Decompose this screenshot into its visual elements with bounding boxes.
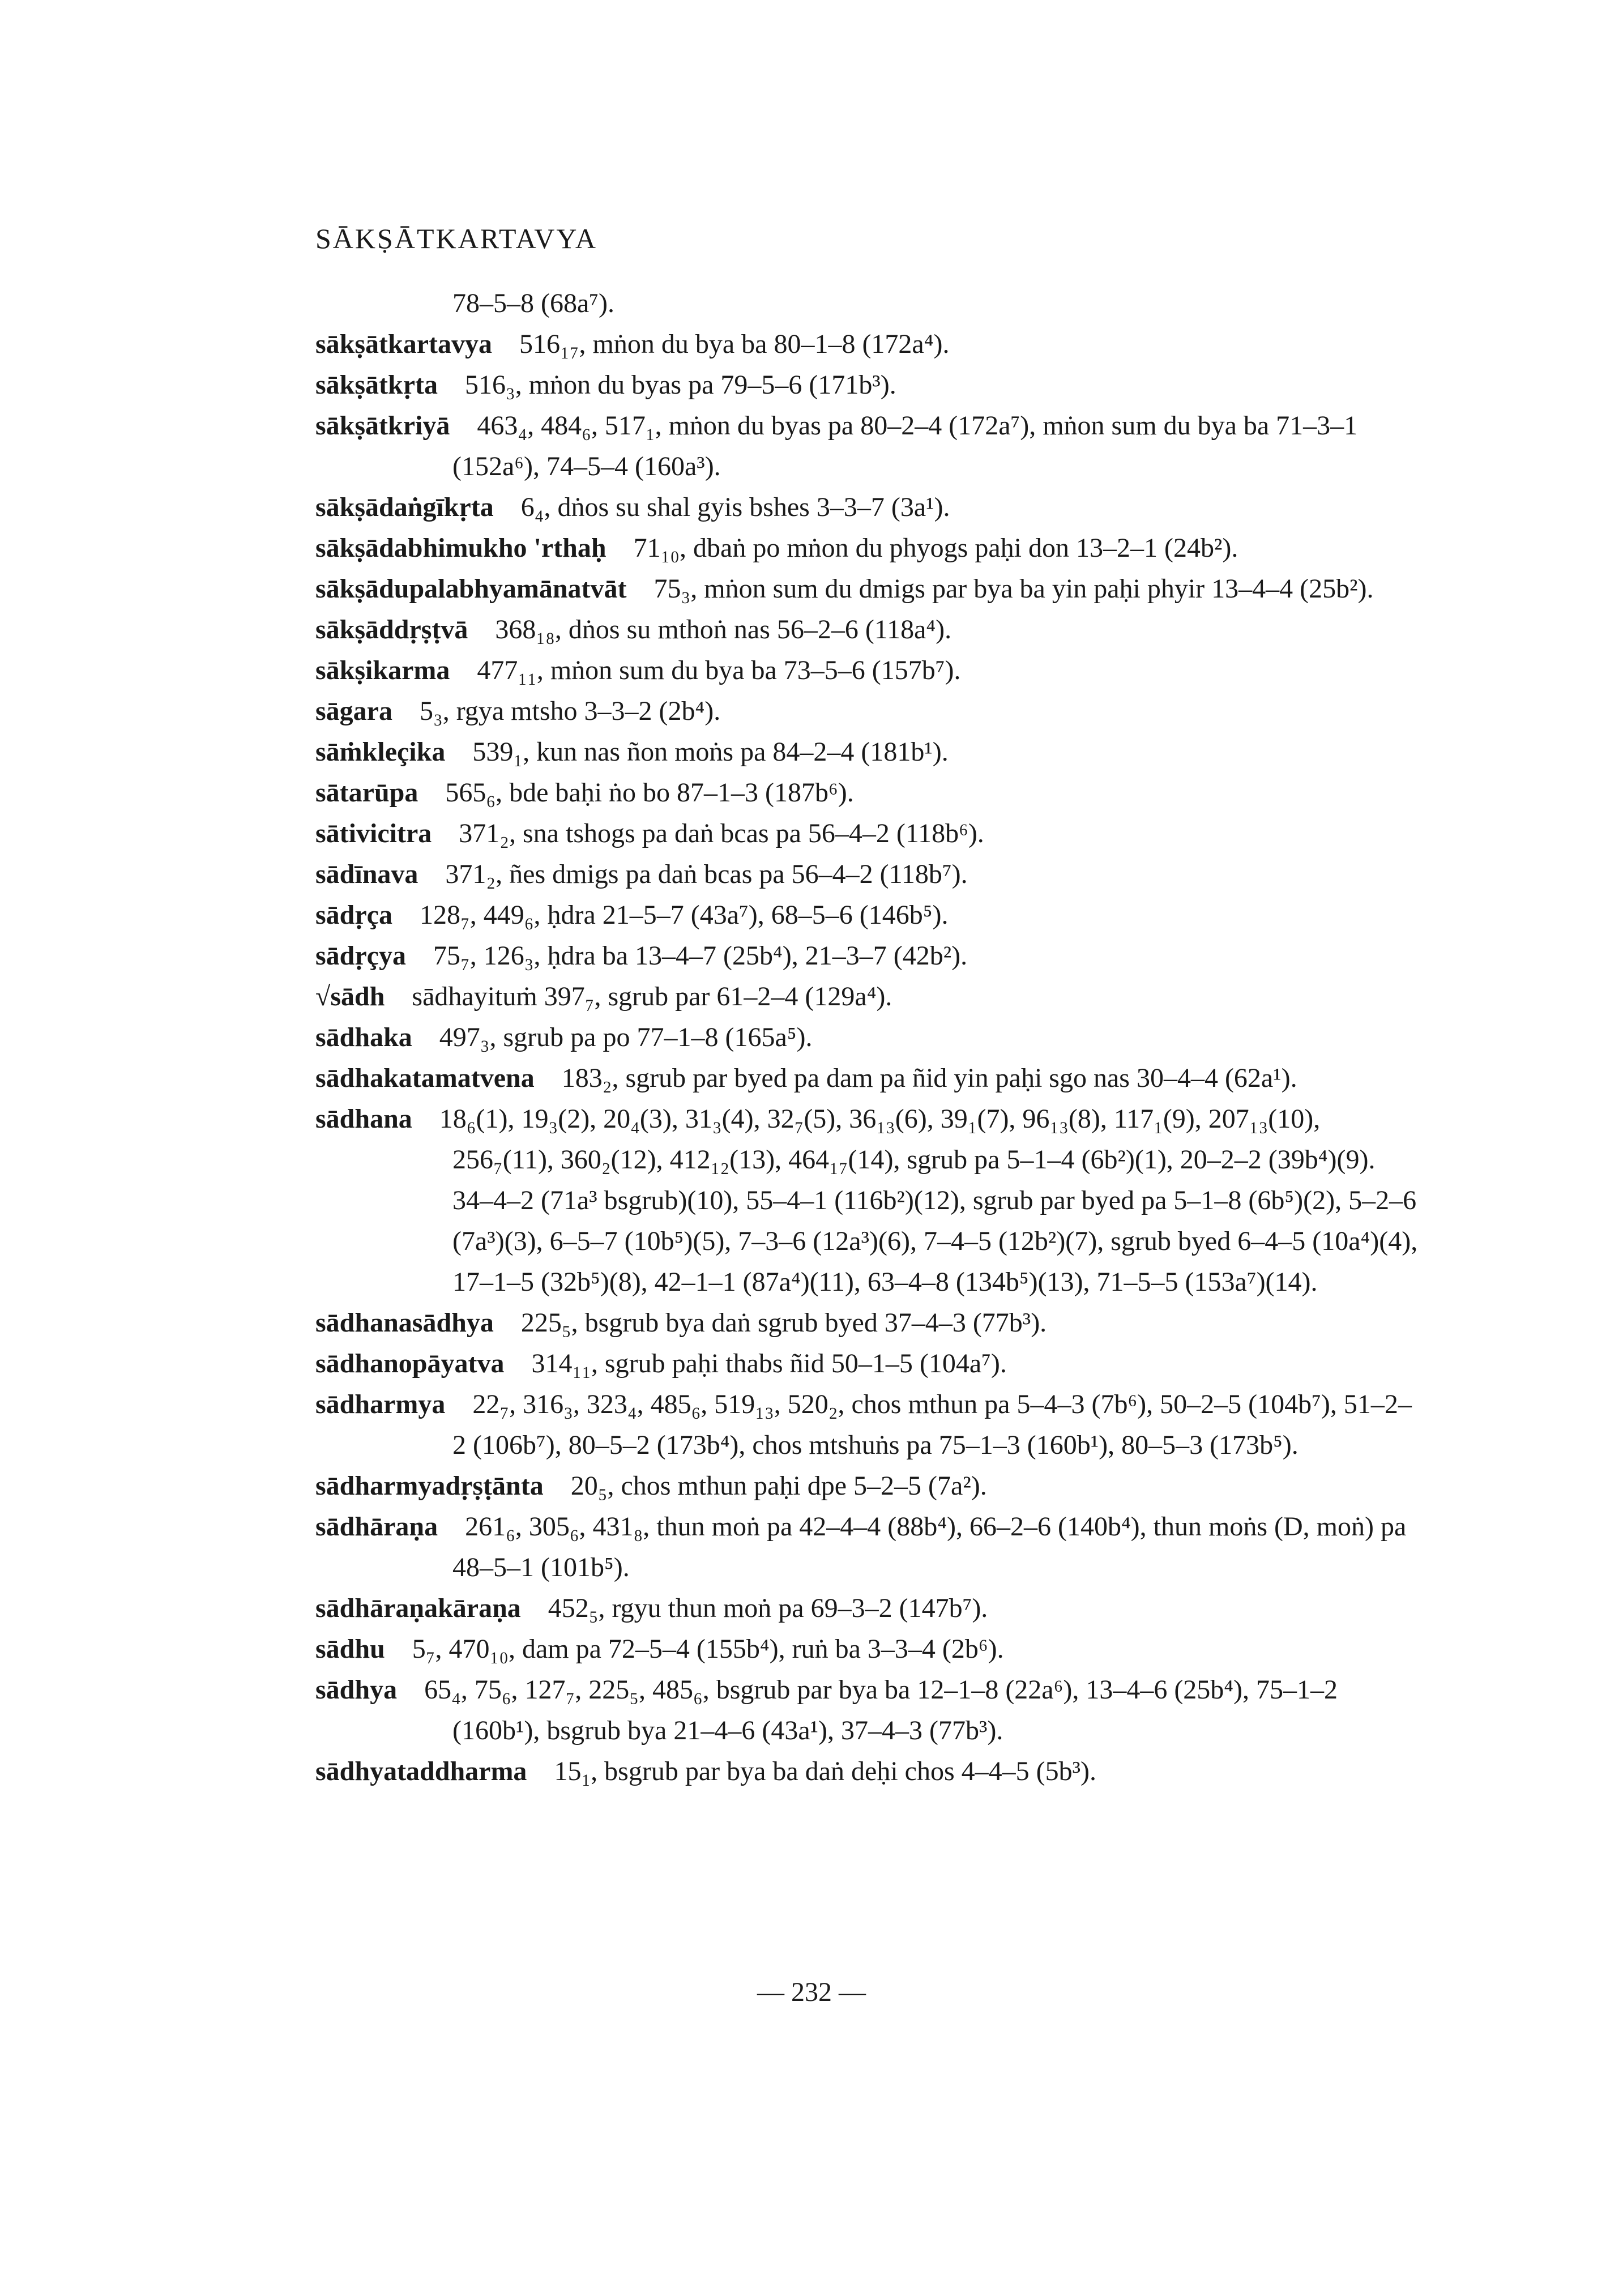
dictionary-entry — [315, 406, 1420, 487]
entry-body: 78–5–8 (68a⁷). — [452, 288, 615, 318]
entry-headword: sādṛçya — [315, 941, 406, 971]
entry-body: 65₄, 75₆, 127₇, 225₅, 485₆, bsgrub par bya ba 12–1–8 (22a⁶), 13–4–6 (25b⁴), 75–1–2 (160b¹), bsgrub bya 21–4–6 (43a¹), 37–4–3 (77b³). — [424, 1675, 1338, 1746]
dictionary-entry — [315, 1058, 1420, 1099]
dictionary-entry — [315, 1507, 1420, 1588]
entry-headword: sādhāraṇa — [315, 1512, 438, 1542]
entry-headword: sākṣādupalabhyamānatvāt — [315, 574, 627, 604]
entry-headword: sāgara — [315, 696, 392, 726]
dictionary-entry — [315, 650, 1420, 691]
dictionary-entry — [315, 813, 1420, 854]
entry-body: 75₇, 126₃, ḥdra ba 13–4–7 (25b⁴), 21–3–7 (42b²). — [433, 941, 968, 971]
page-number: — 232 — — [757, 1977, 866, 2007]
entry-body: 128₇, 449₆, ḥdra 21–5–7 (43a⁷), 68–5–6 (146b⁵). — [419, 900, 949, 930]
entry-headword: sākṣātkṛta — [315, 370, 438, 400]
entry-body: 183₂, sgrub par byed pa dam pa ñid yin paḥi sgo nas 30–4–4 (62a¹). — [561, 1063, 1297, 1093]
entry-headword: sātivicitra — [315, 818, 432, 848]
entry-headword: sādhanasādhya — [315, 1308, 494, 1338]
dictionary-entry — [315, 1343, 1420, 1384]
entry-body: 565₆, bde baḥi ṅo bo 87–1–3 (187b⁶). — [445, 778, 854, 808]
entry-headword: sākṣātkriyā — [315, 411, 450, 441]
dictionary-entry — [315, 1588, 1420, 1629]
entry-headword: sādharmyadṛṣṭānta — [315, 1471, 544, 1501]
entry-body: 5₇, 470₁₀, dam pa 72–5–4 (155b⁴), ruṅ ba 3–3–4 (2b⁶). — [412, 1634, 1004, 1664]
entry-body: 5₃, rgya mtsho 3–3–2 (2b⁴). — [419, 696, 721, 726]
entry-headword: sādhanopāyatva — [315, 1348, 505, 1379]
entry-headword: sādhu — [315, 1634, 385, 1664]
entry-body: 516₃, mṅon du byas pa 79–5–6 (171b³). — [465, 370, 896, 400]
dictionary-entry — [315, 487, 1420, 528]
dictionary-entry — [315, 895, 1420, 936]
entry-body: 18₆(1), 19₃(2), 20₄(3), 31₃(4), 32₇(5), 36₁₃(6), 39₁(7), 96₁₃(8), 117₁(9), 207₁₃(10), 256₇(11), 360₂(12), 412₁₂(13), 464₁₇(14), sgrub pa 5–1–4 (6b²)(1), 20–2–2 (39b⁴)(9). 34–4–2 (71a³ bsgrub)(10), 55–4–1 (116b²)(12), sgrub par byed pa 5–1–8 (6b⁵)(2), 5–2–6 (7a³)(3), 6–5–7 (10b⁵)(5), 7–3–6 (12a³)(6), 7–4–5 (12b²)(7), sgrub byed 6–4–5 (10a⁴)(4), 17–1–5 (32b⁵)(8), 42–1–1 (87a⁴)(11), 63–4–8 (134b⁵)(13), 71–5–5 (153a⁷)(14). — [439, 1104, 1418, 1297]
entry-body: 314₁₁, sgrub paḥi thabs ñid 50–1–5 (104a⁷). — [531, 1348, 1007, 1379]
entry-body: 452₅, rgyu thun moṅ pa 69–3–2 (147b⁷). — [548, 1593, 988, 1623]
entry-body: 22₇, 316₃, 323₄, 485₆, 519₁₃, 520₂, chos mthun pa 5–4–3 (7b⁶), 50–2–5 (104b⁷), 51–2–2 (106b⁷), 80–5–2 (173b⁴), chos mtshuṅs pa 75–1–3 (160b¹), 80–5–3 (173b⁵). — [452, 1389, 1412, 1460]
entry-body: 6₄, dṅos su shal gyis bshes 3–3–7 (3a¹). — [520, 492, 950, 522]
entry-body: sādhayituṁ 397₇, sgrub par 61–2–4 (129a⁴). — [412, 981, 892, 1012]
entry-body: 516₁₇, mṅon du bya ba 80–1–8 (172a⁴). — [519, 329, 950, 359]
dictionary-entry — [315, 365, 1420, 406]
dictionary-entry — [315, 609, 1420, 650]
entry-headword: sāṁkleçika — [315, 737, 446, 767]
dictionary-entry — [315, 569, 1420, 609]
dictionary-entry — [315, 976, 1420, 1017]
entry-headword: sākṣikarma — [315, 655, 450, 685]
dictionary-entry — [315, 854, 1420, 895]
dictionary-entry — [315, 1629, 1420, 1670]
entry-body: 477₁₁, mṅon sum du bya ba 73–5–6 (157b⁷). — [477, 655, 961, 685]
dictionary-entry — [315, 1099, 1420, 1303]
entry-body: 463₄, 484₆, 517₁, mṅon du byas pa 80–2–4 (172a⁷), mṅon sum du bya ba 71–3–1 (152a⁶), 74–5–4 (160a³). — [452, 411, 1358, 481]
dictionary-entry — [315, 1751, 1420, 1792]
entry-headword: sādhyataddharma — [315, 1756, 527, 1786]
dictionary-entry — [315, 1017, 1420, 1058]
entry-body: 371₂, sna tshogs pa daṅ bcas pa 56–4–2 (118b⁶). — [459, 818, 984, 848]
entry-headword: sātarūpa — [315, 778, 418, 808]
entry-headword: √sādh — [315, 981, 385, 1012]
entry-body: 497₃, sgrub pa po 77–1–8 (165a⁵). — [439, 1022, 813, 1052]
dictionary-entry — [315, 1466, 1420, 1507]
entry-headword: sākṣāddṛṣṭvā — [315, 614, 468, 645]
entry-body: 539₁, kun nas ñon moṅs pa 84–2–4 (181b¹). — [472, 737, 949, 767]
dictionary-entry — [315, 528, 1420, 569]
entry-headword: sākṣādaṅgīkṛta — [315, 492, 494, 522]
dictionary-entry — [315, 324, 1420, 365]
running-header: SĀKṢĀTKARTAVYA — [315, 223, 598, 254]
dictionary-entry — [315, 283, 1420, 324]
entry-body: 261₆, 305₆, 431₈, thun moṅ pa 42–4–4 (88b⁴), 66–2–6 (140b⁴), thun moṅs (D, moṅ) pa 48–5–1 (101b⁵). — [452, 1512, 1407, 1582]
dictionary-entry — [315, 1670, 1420, 1751]
dictionary-entry — [315, 1384, 1420, 1466]
entry-body: 20₅, chos mthun paḥi dpe 5–2–5 (7a²). — [570, 1471, 987, 1501]
dictionary-entry — [315, 691, 1420, 732]
dictionary-entry — [315, 936, 1420, 976]
entry-headword: sādīnava — [315, 859, 418, 889]
entry-headword: sādhya — [315, 1675, 398, 1705]
entry-body: 368₁₈, dṅos su mthoṅ nas 56–2–6 (118a⁴). — [495, 614, 952, 645]
dictionary-entry — [315, 1303, 1420, 1343]
entry-headword: sādharmya — [315, 1389, 446, 1419]
dictionary-entry — [315, 773, 1420, 813]
entry-headword: sādhakatamatvena — [315, 1063, 535, 1093]
entry-body: 225₅, bsgrub bya daṅ sgrub byed 37–4–3 (77b³). — [520, 1308, 1047, 1338]
entry-headword: sādhāraṇakāraṇa — [315, 1593, 521, 1623]
entry-body: 75₃, mṅon sum du dmigs par bya ba yin paḥi phyir 13–4–4 (25b²). — [654, 574, 1374, 604]
entry-body: 71₁₀, dbaṅ po mṅon du phyogs paḥi don 13–2–1 (24b²). — [633, 533, 1238, 563]
entry-headword: sādhaka — [315, 1022, 412, 1052]
dictionary-entry — [315, 732, 1420, 773]
entry-headword: sādṛça — [315, 900, 392, 930]
entry-body: 371₂, ñes dmigs pa daṅ bcas pa 56–4–2 (118b⁷). — [445, 859, 968, 889]
entry-headword: sākṣātkartavya — [315, 329, 493, 359]
entry-headword: sākṣādabhimukho 'rthaḥ — [315, 533, 607, 563]
entry-headword: sādhana — [315, 1104, 412, 1134]
entry-body: 15₁, bsgrub par bya ba daṅ deḥi chos 4–4–5 (5b³). — [554, 1756, 1097, 1786]
dictionary-entries — [315, 283, 1420, 1792]
